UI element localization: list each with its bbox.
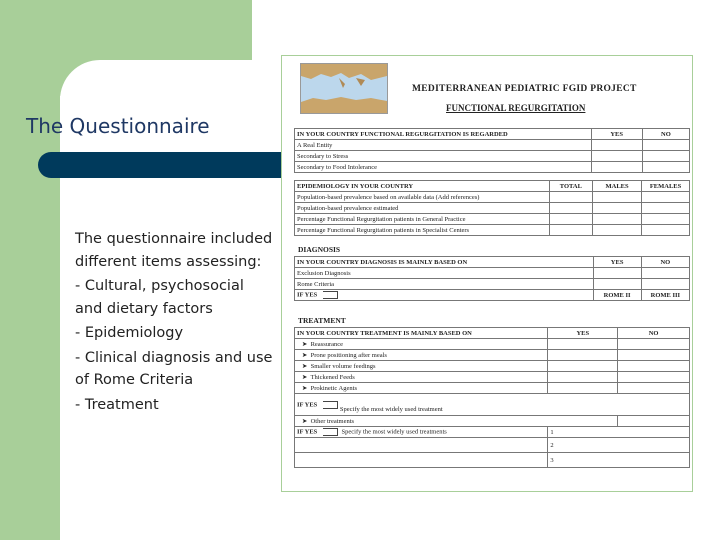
treatment-label: TREATMENT — [298, 316, 346, 325]
green-left-band — [0, 0, 60, 540]
mediterranean-map-image — [300, 63, 388, 114]
epidemiology-table: EPIDEMIOLOGY IN YOUR COUNTRY TOTAL MALES FEMALES Population-based prevalence based on available data (Add references) Population-based prevalence estimated Percentage Functional Regurgitation patients in General Practice Percentage Functional Regurgitation patients in Specialist Centers — [294, 180, 690, 236]
arrow-icon — [323, 428, 338, 436]
title-accent-bar — [38, 152, 294, 178]
intro-text: The questionnaire included different items assessing: — [75, 231, 273, 270]
arrow-icon — [323, 291, 338, 299]
bullet-item: - Treatment — [75, 396, 159, 413]
slide-body — [75, 228, 275, 416]
doc-subtitle: FUNCTIONAL REGURGITATION — [446, 103, 586, 113]
arrow-icon — [323, 401, 338, 409]
treatment-table: IN YOUR COUNTRY TREATMENT IS MAINLY BASED ON YES NO ➤ Reassurance ➤ Prone positioning after meals ➤ Smaller volume feedings ➤ Thickened Feeds ➤ Prokinetic Agents IF YES Specify the most widely used treatment ➤ Other treatments IF YES Specify the most widely used treatments 1 2 3 — [294, 327, 690, 468]
doc-title: MEDITERRANEAN PEDIATRIC FGID PROJECT — [412, 84, 637, 94]
bullet-item: - Epidemiology — [75, 325, 184, 341]
slide-title: The Questionnaire — [26, 114, 210, 138]
diagnosis-label: DIAGNOSIS — [298, 245, 341, 254]
bullet-item: - Cultural, psychosocial and dietary factors — [75, 278, 244, 317]
regarded-table: IN YOUR COUNTRY FUNCTIONAL REGURGITATION IS REGARDED YES NO A Real Entity Secondary to Stress Secondary to Food Intolerance — [294, 128, 690, 173]
questionnaire-image — [281, 55, 693, 492]
diagnosis-table: IN YOUR COUNTRY DIAGNOSIS IS MAINLY BASED ON YES NO Exclusion Diagnosis Rome Criteria IF YES ROME II ROME III — [294, 256, 690, 301]
bullet-item: - Clinical diagnosis and use of Rome Criteria — [75, 349, 273, 388]
